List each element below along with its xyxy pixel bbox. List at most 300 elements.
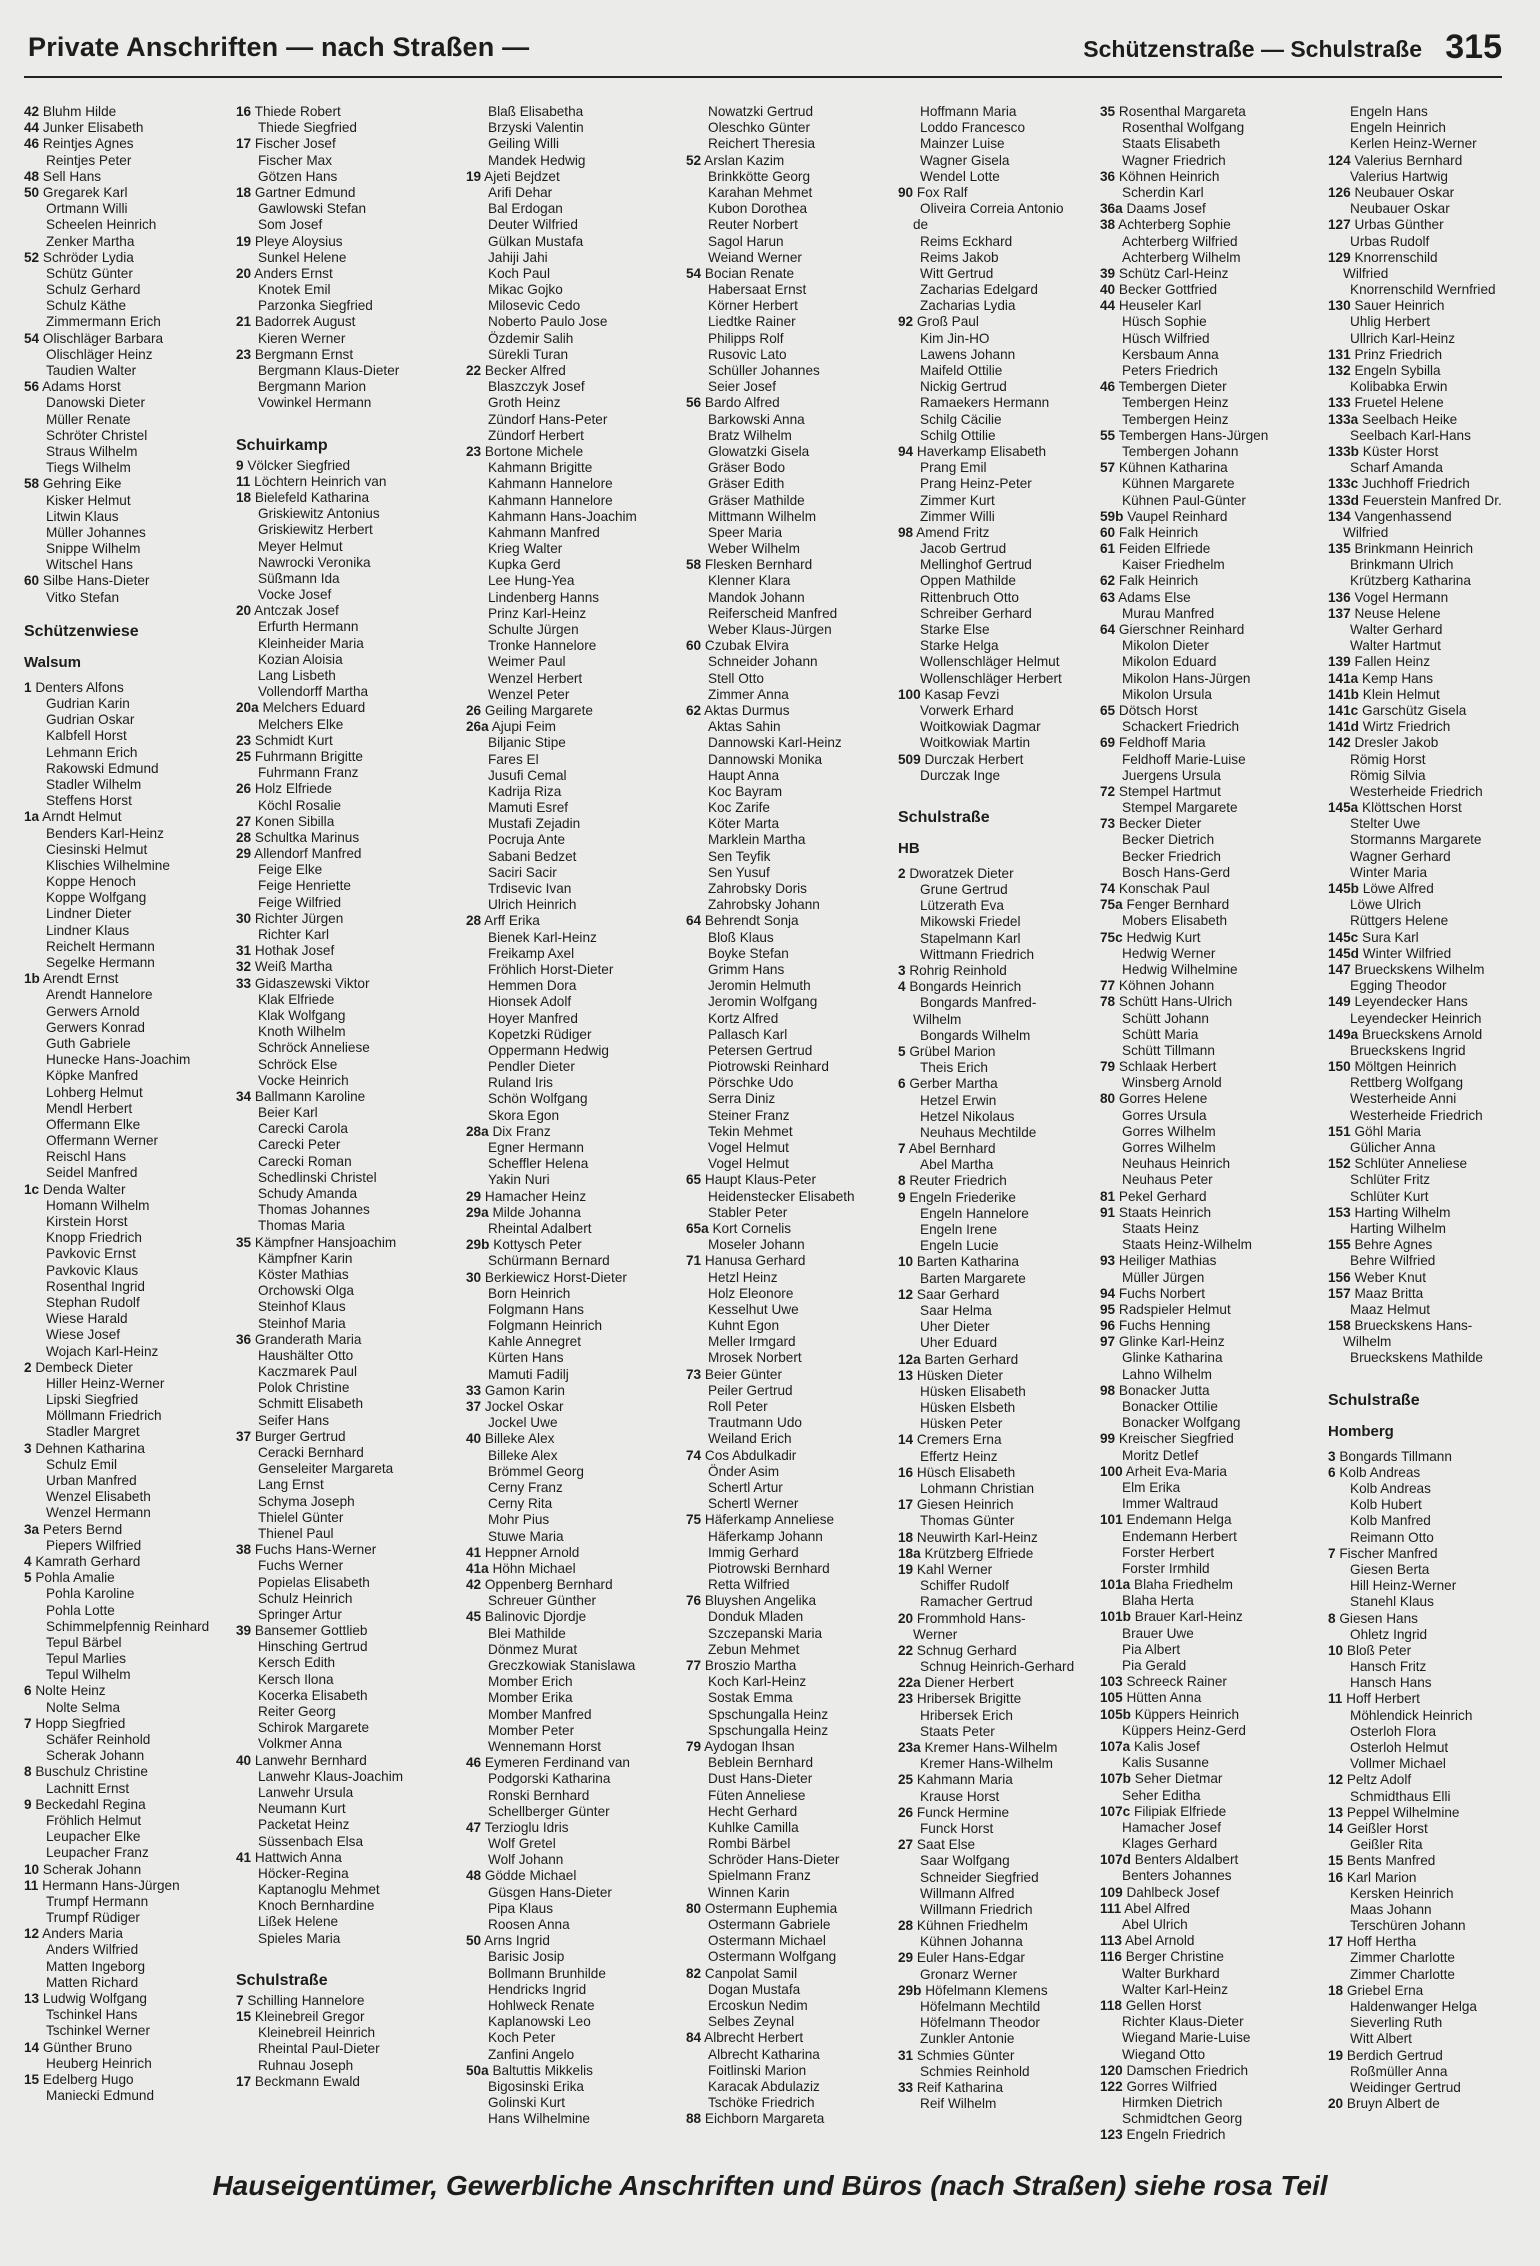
address-entry: [236, 1413, 462, 1429]
address-entry: [898, 153, 1098, 169]
address-entry: [236, 749, 462, 765]
address-entry: [1328, 1108, 1514, 1124]
address-entry: [686, 234, 894, 250]
address-entry: [686, 153, 894, 169]
resident-name: Griebel Erna: [1346, 1982, 1424, 1998]
house-number: 74: [1100, 881, 1116, 896]
address-entry: [1100, 1852, 1324, 1868]
address-entry: [24, 590, 232, 606]
address-entry: [686, 1577, 894, 1593]
address-entry: [466, 460, 682, 476]
resident-name: Müller Johannes: [46, 524, 146, 540]
house-number: 130: [1328, 298, 1351, 314]
resident-name: Kerlen Heinz-Werner: [1350, 136, 1477, 152]
address-entry: [898, 1368, 1098, 1384]
address-entry: [236, 522, 462, 538]
house-number: 152: [1328, 1156, 1351, 1172]
address-entry: [686, 379, 894, 395]
address-entry: [686, 250, 894, 266]
address-entry: [898, 1287, 1098, 1303]
address-entry: [1328, 298, 1514, 314]
resident-name: Egging Theodor: [1350, 978, 1447, 994]
address-entry: [24, 1991, 232, 2007]
address-entry: [1328, 622, 1514, 638]
address-entry: [466, 1431, 682, 1447]
house-number: 30: [236, 910, 252, 926]
house-number: 57: [1100, 460, 1116, 476]
address-entry: [1328, 1886, 1514, 1902]
address-entry: [1100, 2014, 1324, 2030]
address-entry: [236, 1316, 462, 1332]
address-entry: [1328, 2096, 1514, 2112]
resident-name: Mendl Herbert: [46, 1100, 133, 1116]
address-entry: [466, 1156, 682, 1172]
resident-name: Fox Ralf: [916, 184, 968, 200]
resident-name: Serra Diniz: [708, 1091, 776, 1107]
house-number: 54: [24, 330, 40, 346]
resident-name: Schirok Margarete: [258, 1720, 370, 1736]
address-entry: [1100, 104, 1324, 120]
address-entry: [1100, 1334, 1324, 1350]
address-entry: [898, 217, 1098, 233]
resident-name: Lützerath Eva: [920, 898, 1004, 914]
resident-name: Starke Helga: [920, 638, 999, 654]
address-entry: [898, 1093, 1098, 1109]
resident-name: Kreischer Siegfried: [1118, 1431, 1234, 1447]
resident-name: Lohmann Christian: [920, 1481, 1035, 1496]
address-entry: [24, 1732, 232, 1748]
resident-name: Pleye Aloysius: [254, 233, 343, 249]
resident-name: Benters Aldalbert: [1134, 1852, 1239, 1868]
address-entry: [1100, 201, 1324, 217]
address-entry: [1328, 250, 1514, 266]
address-entry: [898, 282, 1098, 298]
address-entry: [466, 476, 682, 492]
address-entry: [24, 1214, 232, 1230]
address-entry: [24, 1392, 232, 1408]
address-entry: [686, 1868, 894, 1884]
house-number: 14: [898, 1432, 914, 1448]
address-entry: [1100, 1885, 1324, 1901]
address-entry: [1100, 1286, 1324, 1302]
address-entry: [898, 541, 1098, 557]
resident-name: Harting Wilhelm: [1350, 1220, 1446, 1236]
address-entry: [1100, 881, 1324, 897]
address-entry: [466, 1836, 682, 1852]
address-entry: [236, 895, 462, 911]
address-entry: [466, 1885, 682, 1901]
house-number: 96: [1100, 1318, 1116, 1334]
address-entry: [686, 1237, 894, 1253]
resident-name: Aydogan Ihsan: [704, 1738, 795, 1754]
house-number: 157: [1328, 1285, 1351, 1301]
resident-name: Beckmann Ewald: [254, 2073, 360, 2089]
address-entry: [1328, 1870, 1514, 1886]
resident-name: Abel Ulrich: [1122, 1917, 1188, 1932]
spacer: [1328, 1367, 1514, 1375]
address-entry: [466, 962, 682, 978]
resident-name: Werner: [913, 1626, 958, 1642]
resident-name: Bonacker Jutta: [1118, 1382, 1210, 1398]
resident-name: Schulz Gerhard: [46, 282, 141, 298]
resident-name: Olischläger Barbara: [42, 330, 164, 346]
address-entry: [686, 654, 894, 670]
resident-name: Vocke Josef: [258, 587, 332, 603]
house-number: 14: [24, 2039, 40, 2055]
resident-name: Schütt Hans-Ulrich: [1118, 994, 1233, 1010]
address-entry: [466, 1302, 682, 1318]
house-number: 23: [466, 443, 482, 459]
resident-name: Bluhm Hilde: [42, 104, 117, 119]
resident-name: Zündorf Hans-Peter: [488, 411, 608, 427]
address-entry: [1100, 687, 1324, 703]
house-number: 84: [686, 2030, 702, 2046]
resident-name: Kaczmarek Paul: [258, 1364, 357, 1380]
address-entry: [1328, 120, 1514, 136]
resident-name: Fares El: [488, 751, 539, 767]
resident-name: Schellberger Günter: [488, 1803, 610, 1819]
address-entry: [1328, 1270, 1514, 1286]
address-entry: [1100, 1091, 1324, 1107]
resident-name: Snippe Wilhelm: [46, 541, 141, 557]
address-entry: [1100, 1609, 1324, 1625]
resident-name: Mainzer Luise: [920, 136, 1005, 152]
house-number: 137: [1328, 605, 1351, 621]
house-number: 12: [24, 1926, 40, 1942]
address-entry: [1328, 444, 1514, 460]
address-entry: [24, 1473, 232, 1489]
address-entry: [466, 1011, 682, 1027]
resident-name: Szczepanski Maria: [708, 1625, 823, 1641]
resident-name: Juergens Ursula: [1122, 767, 1221, 783]
address-entry: [236, 814, 462, 830]
resident-name: Bollmann Brunhilde: [488, 1965, 606, 1981]
resident-name: Schilling Hannelore: [247, 1992, 365, 2008]
resident-name: Filipiak Elfriede: [1134, 1803, 1227, 1819]
address-entry: [686, 784, 894, 800]
address-entry: [1328, 1967, 1514, 1983]
resident-name: Dahlbeck Josef: [1126, 1884, 1220, 1900]
resident-name: Vogel Helmut: [708, 1156, 789, 1172]
address-entry: [1100, 1545, 1324, 1561]
address-entry: [466, 1609, 682, 1625]
address-entry: [1328, 1789, 1514, 1805]
house-number: 26: [898, 1804, 914, 1820]
address-entry: [24, 1424, 232, 1440]
resident-name: Kozian Aloisia: [258, 651, 343, 667]
resident-name: Fröhlich Helmut: [46, 1812, 142, 1828]
address-entry: [466, 1626, 682, 1642]
resident-name: Koc Zarife: [708, 800, 770, 816]
address-entry: [898, 1449, 1098, 1465]
address-entry: [236, 1850, 462, 1866]
address-entry: [236, 314, 462, 330]
address-entry: [898, 525, 1098, 541]
address-entry: [466, 1868, 682, 1884]
resident-name: Schertl Artur: [708, 1479, 783, 1495]
house-number: 91: [1100, 1204, 1116, 1220]
address-entry: [24, 696, 232, 712]
address-entry: [1328, 428, 1514, 444]
resident-name: Vogel Hermann: [1354, 589, 1449, 605]
resident-name: Hohlweck Renate: [488, 1997, 595, 2013]
resident-name: Amend Fritz: [916, 524, 990, 540]
address-entry: [1100, 1496, 1324, 1512]
address-entry: [898, 1319, 1098, 1335]
resident-name: Terzioglu Idris: [484, 1819, 569, 1835]
resident-name: Damschen Friedrich: [1126, 2062, 1249, 2078]
address-entry: [898, 1044, 1098, 1060]
address-entry: [236, 1672, 462, 1688]
address-entry: [686, 849, 894, 865]
resident-name: Barten Katharina: [916, 1254, 1019, 1270]
address-entry: [24, 874, 232, 890]
address-entry: [236, 347, 462, 363]
address-entry: [466, 104, 682, 120]
house-number: 46: [466, 1755, 482, 1771]
address-entry: [1100, 1059, 1324, 1075]
resident-name: Dehnen Katharina: [35, 1440, 145, 1456]
house-number: 52: [686, 152, 702, 168]
resident-name: Knoth Wilhelm: [258, 1024, 346, 1040]
house-number: 75c: [1100, 929, 1123, 945]
resident-name: Pocruja Ante: [488, 832, 566, 848]
house-number: 13: [1328, 1804, 1344, 1820]
resident-name: Giesen Heinrich: [916, 1497, 1014, 1513]
house-number: 52: [24, 249, 40, 265]
resident-name: Reischl Hans: [46, 1149, 127, 1165]
resident-name: Gronarz Werner: [920, 1966, 1018, 1982]
resident-name: Skora Egon: [488, 1107, 560, 1123]
address-entry: [466, 1059, 682, 1075]
house-number: 109: [1100, 1884, 1123, 1900]
resident-name: Bortone Michele: [484, 443, 584, 459]
address-entry: [686, 719, 894, 735]
resident-name: Schäfer Reinhold: [46, 1732, 151, 1747]
resident-name: Terschüren Johann: [1350, 1918, 1466, 1934]
resident-name: Marklein Martha: [708, 832, 806, 848]
address-entry: [686, 897, 894, 913]
resident-name: Wilhelm: [913, 1011, 962, 1027]
resident-name: Popielas Elisabeth: [258, 1574, 370, 1590]
address-entry: [24, 1845, 232, 1861]
resident-name: Kaiser Friedhelm: [1122, 557, 1225, 573]
house-number: 42: [466, 1577, 482, 1593]
resident-name: Winsberg Arnold: [1122, 1075, 1222, 1091]
address-entry: [686, 1189, 894, 1205]
house-number: 116: [1100, 1949, 1122, 1965]
address-entry: [466, 136, 682, 152]
address-entry: [898, 476, 1098, 492]
resident-name: Schudy Amanda: [258, 1186, 357, 1201]
address-entry: [1328, 1999, 1514, 2015]
address-entry: [466, 153, 682, 169]
house-number: 22: [898, 1642, 914, 1658]
address-entry: [898, 1546, 1098, 1562]
resident-name: Hüsch Elisabeth: [916, 1464, 1016, 1480]
address-entry: [686, 1253, 894, 1269]
address-entry: [236, 1283, 462, 1299]
resident-name: Durczak Inge: [920, 767, 1001, 783]
house-number: 15: [24, 2071, 40, 2087]
address-entry: [686, 1270, 894, 1286]
address-entry: [898, 1254, 1098, 1270]
address-entry: [466, 1140, 682, 1156]
resident-name: Ostermann Gabriele: [708, 1917, 831, 1932]
address-entry: [236, 1461, 462, 1477]
address-entry: [24, 1619, 232, 1635]
resident-name: Ciesinski Helmut: [46, 841, 148, 857]
address-entry: [24, 331, 232, 347]
address-entry: [236, 1785, 462, 1801]
resident-name: Giesen Berta: [1350, 1561, 1430, 1577]
resident-name: Zacharias Lydia: [920, 298, 1016, 314]
house-number: 65: [686, 1172, 702, 1188]
resident-name: Sell Hans: [42, 168, 102, 184]
resident-name: Kolb Manfred: [1350, 1513, 1431, 1529]
resident-name: Fuhrmann Franz: [258, 765, 359, 781]
resident-name: Tembergen Heinz: [1122, 411, 1229, 427]
address-entry: [466, 444, 682, 460]
resident-name: Kämpfner Karin: [258, 1250, 353, 1266]
address-entry: [24, 1198, 232, 1214]
address-entry: [24, 1101, 232, 1117]
address-entry: [1328, 590, 1514, 606]
resident-name: Ajupi Feim: [491, 719, 556, 735]
resident-name: Sürekli Turan: [488, 346, 569, 362]
resident-name: Häferkamp Johann: [708, 1528, 823, 1544]
resident-name: Zanfini Angelo: [488, 2046, 575, 2062]
resident-name: Tschinkel Hans: [46, 2007, 138, 2023]
address-entry: [1100, 735, 1324, 751]
resident-name: Kersken Heinrich: [1350, 1885, 1454, 1901]
resident-name: Rombi Bärbel: [708, 1836, 791, 1852]
address-entry: [236, 1477, 462, 1493]
house-number: 97: [1100, 1334, 1116, 1350]
street-heading: Schulstraße: [236, 1971, 328, 1989]
address-entry: [1100, 2127, 1324, 2143]
resident-name: Kremer Hans-Wilhelm: [924, 1740, 1058, 1755]
address-entry: [24, 1149, 232, 1165]
resident-name: Roosen Anna: [488, 1917, 570, 1932]
resident-name: Bergmann Ernst: [254, 346, 354, 362]
address-entry: [24, 395, 232, 411]
resident-name: Lipski Siegfried: [46, 1392, 139, 1408]
address-entry: [236, 1251, 462, 1267]
resident-name: Stadler Wilhelm: [46, 776, 142, 792]
resident-name: Brauer Karl-Heinz: [1134, 1609, 1243, 1625]
house-number: 81: [1100, 1188, 1116, 1204]
resident-name: Pohla Lotte: [46, 1602, 115, 1618]
resident-name: Zenker Martha: [46, 233, 135, 249]
resident-name: Kühnen Johanna: [920, 1934, 1023, 1950]
resident-name: Billeke Alex: [484, 1431, 555, 1447]
house-number: 147: [1328, 961, 1351, 977]
resident-name: Gidaszewski Viktor: [254, 975, 370, 991]
resident-name: Foitlinski Marion: [708, 2062, 807, 2078]
resident-name: Homann Wilhelm: [46, 1197, 150, 1213]
resident-name: Rohrig Reinhold: [909, 963, 1007, 978]
resident-name: Gehring Eike: [42, 476, 122, 492]
resident-name: Gierschner Reinhard: [1118, 622, 1245, 637]
resident-name: Küster Horst: [1362, 443, 1439, 459]
house-number: 41a: [466, 1560, 489, 1576]
address-entry: [236, 733, 462, 749]
address-entry: [236, 862, 462, 878]
resident-name: Kolb Andreas: [1339, 1464, 1421, 1480]
resident-name: Reichelt Hermann: [46, 938, 155, 954]
resident-name: Kemp Hans: [1362, 670, 1434, 686]
address-entry: [686, 1545, 894, 1561]
resident-name: Wollenschläger Herbert: [920, 670, 1062, 686]
resident-name: Kahmann Hans-Joachim: [488, 508, 637, 524]
resident-name: Kleinebreil Heinrich: [258, 2025, 376, 2041]
resident-name: Feige Wilfried: [258, 894, 342, 910]
address-entry: [1100, 1868, 1324, 1884]
house-number: 18: [236, 489, 252, 505]
resident-name: Oppen Mathilde: [920, 573, 1016, 589]
address-entry: [24, 363, 232, 379]
address-entry: [898, 995, 1098, 1011]
address-entry: [686, 1108, 894, 1124]
resident-name: Schreeck Rainer: [1126, 1674, 1227, 1690]
resident-name: Pallasch Karl: [708, 1026, 788, 1042]
resident-name: Köchl Rosalie: [258, 797, 342, 813]
resident-name: Broszio Martha: [704, 1658, 797, 1673]
resident-name: Wenzel Peter: [488, 686, 570, 702]
resident-name: Stuwe Maria: [488, 1528, 564, 1544]
resident-name: Zacharias Edelgard: [920, 282, 1038, 298]
address-entry: [898, 104, 1098, 120]
address-entry: [1100, 250, 1324, 266]
resident-name: Kasap Fevzi: [924, 686, 1000, 702]
address-entry: [686, 1496, 894, 1512]
resident-name: Kupka Gerd: [488, 557, 561, 573]
resident-name: Hüsch Wilfried: [1122, 330, 1210, 346]
resident-name: Gawlowski Stefan: [258, 201, 367, 217]
resident-name: Stanehl Klaus: [1350, 1594, 1434, 1610]
address-entry: [1328, 1594, 1514, 1610]
address-entry: [1328, 266, 1514, 282]
resident-name: Denters Alfons: [35, 679, 124, 695]
resident-name: Benters Johannes: [1122, 1868, 1232, 1884]
resident-name: Peters Friedrich: [1122, 363, 1218, 378]
resident-name: Koc Bayram: [708, 783, 783, 799]
house-number: 73: [1100, 816, 1116, 832]
address-entry: [686, 557, 894, 573]
resident-name: Winnen Karin: [708, 1884, 790, 1900]
resident-name: Lang Lisbeth: [258, 668, 336, 683]
house-number: 153: [1328, 1204, 1351, 1220]
resident-name: Bruyn Albert de: [1346, 2096, 1440, 2112]
address-entry: [1328, 703, 1514, 719]
resident-name: Kaplanowski Leo: [488, 2014, 591, 2030]
resident-name: Schmidt Kurt: [254, 732, 333, 748]
resident-name: Hionsek Adolf: [488, 994, 572, 1010]
address-entry: [898, 1238, 1098, 1254]
address-entry: [236, 1575, 462, 1591]
address-entry: [466, 331, 682, 347]
address-entry: [1328, 2015, 1514, 2031]
address-entry: [686, 1998, 894, 2014]
house-number: 107b: [1100, 1771, 1131, 1787]
resident-name: Tembergen Heinz: [1122, 395, 1229, 411]
address-entry: [898, 2080, 1098, 2096]
house-number: 47: [466, 1819, 482, 1835]
address-entry: [24, 428, 232, 444]
resident-name: Zunkler Antonie: [920, 2031, 1015, 2047]
resident-name: Köster Mathias: [258, 1266, 349, 1282]
